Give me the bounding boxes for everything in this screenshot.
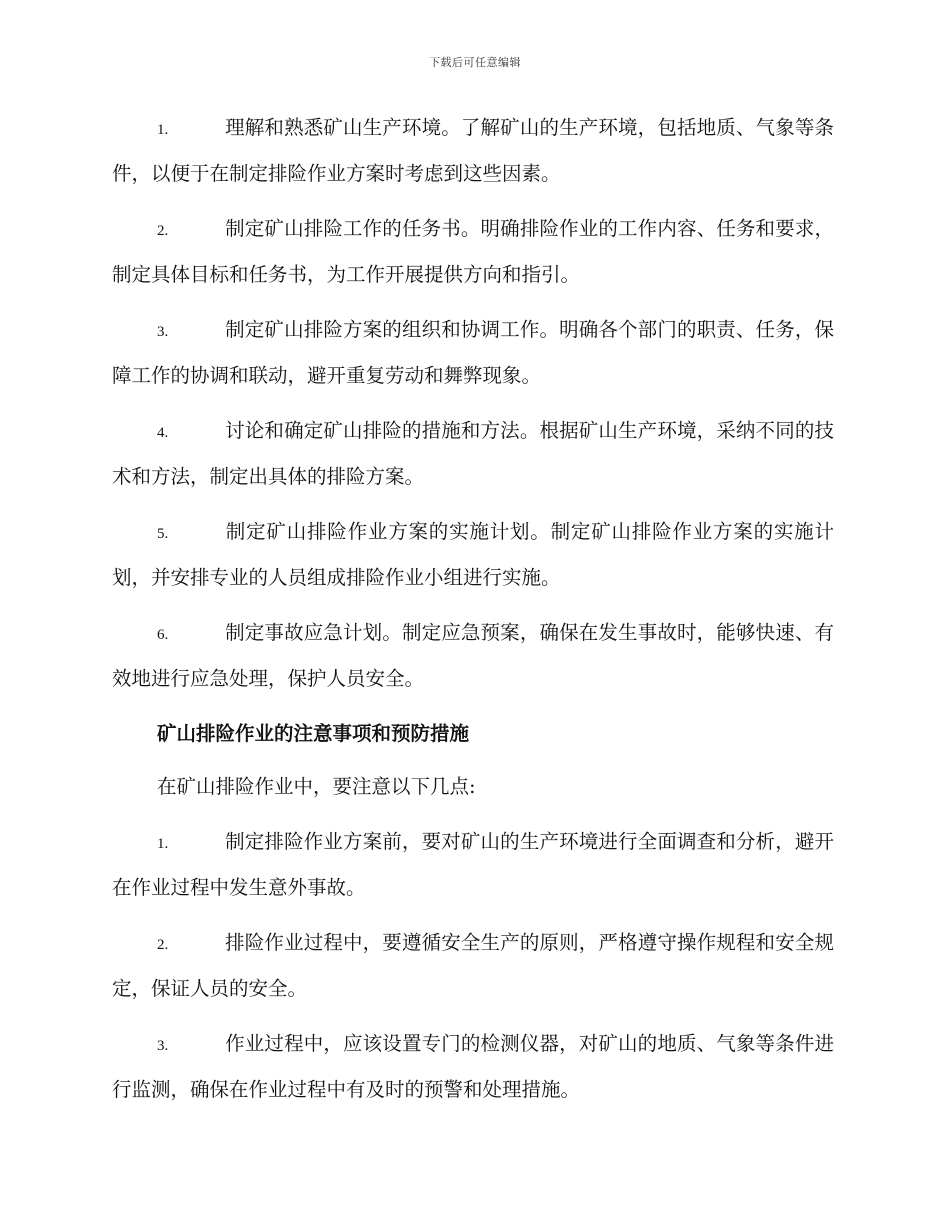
item-number: 1. xyxy=(157,836,169,852)
item-number: 3. xyxy=(157,1038,169,1054)
item-text: 制定矿山排险方案的组织和协调工作。明确各个部门的职责、任务，保障工作的协调和联动，避开重复劳动和舞弊现象。 xyxy=(112,318,834,387)
item-text: 排险作业过程中，要遵循安全生产的原则，严格遵守操作规程和安全规定，保证人员的安全。 xyxy=(112,931,834,1000)
item-text: 制定矿山排险作业方案的实施计划。制定矿山排险作业方案的实施计划，并安排专业的人员组成排险作业小组进行实施。 xyxy=(112,520,834,589)
item-text: 理解和熟悉矿山生产环境。了解矿山的生产环境，包括地质、气象等条件，以便于在制定排险作业方案时考虑到这些因素。 xyxy=(112,116,834,185)
list-item xyxy=(112,207,834,296)
list-item xyxy=(112,308,834,397)
item-number: 4. xyxy=(157,425,169,441)
item-number: 5. xyxy=(157,526,169,542)
item-number: 1. xyxy=(157,122,169,138)
item-text: 作业过程中，应该设置专门的检测仪器，对矿山的地质、气象等条件进行监测，确保在作业过程中有及时的预警和处理措施。 xyxy=(112,1032,834,1101)
page-header-note: 下载后可任意编辑 xyxy=(429,56,521,69)
list-item xyxy=(112,921,834,1010)
list-item xyxy=(112,820,834,909)
item-number: 3. xyxy=(157,324,169,340)
item-number: 2. xyxy=(157,937,169,953)
section-intro: 在矿山排险作业中，要注意以下几点: xyxy=(157,775,476,798)
precautions-list xyxy=(112,820,834,1111)
list-item xyxy=(112,409,834,498)
list-item xyxy=(112,1022,834,1111)
list-item xyxy=(112,106,834,195)
list-item xyxy=(112,510,834,599)
item-number: 6. xyxy=(157,627,169,643)
document-body xyxy=(112,106,834,1123)
steps-list xyxy=(112,106,834,700)
item-text: 制定事故应急计划。制定应急预案，确保在发生事故时，能够快速、有效地进行应急处理，保护人员安全。 xyxy=(112,621,834,690)
item-text: 制定矿山排险工作的任务书。明确排险作业的工作内容、任务和要求，制定具体目标和任务书，为工作开展提供方向和指引。 xyxy=(112,217,834,286)
item-number: 2. xyxy=(157,223,169,239)
section-heading: 矿山排险作业的注意事项和预防措施 xyxy=(157,722,470,745)
item-text: 制定排险作业方案前，要对矿山的生产环境进行全面调查和分析，避开在作业过程中发生意外事故。 xyxy=(112,830,834,899)
list-item xyxy=(112,611,834,700)
item-text: 讨论和确定矿山排险的措施和方法。根据矿山生产环境，采纳不同的技术和方法，制定出具体的排险方案。 xyxy=(112,419,834,488)
